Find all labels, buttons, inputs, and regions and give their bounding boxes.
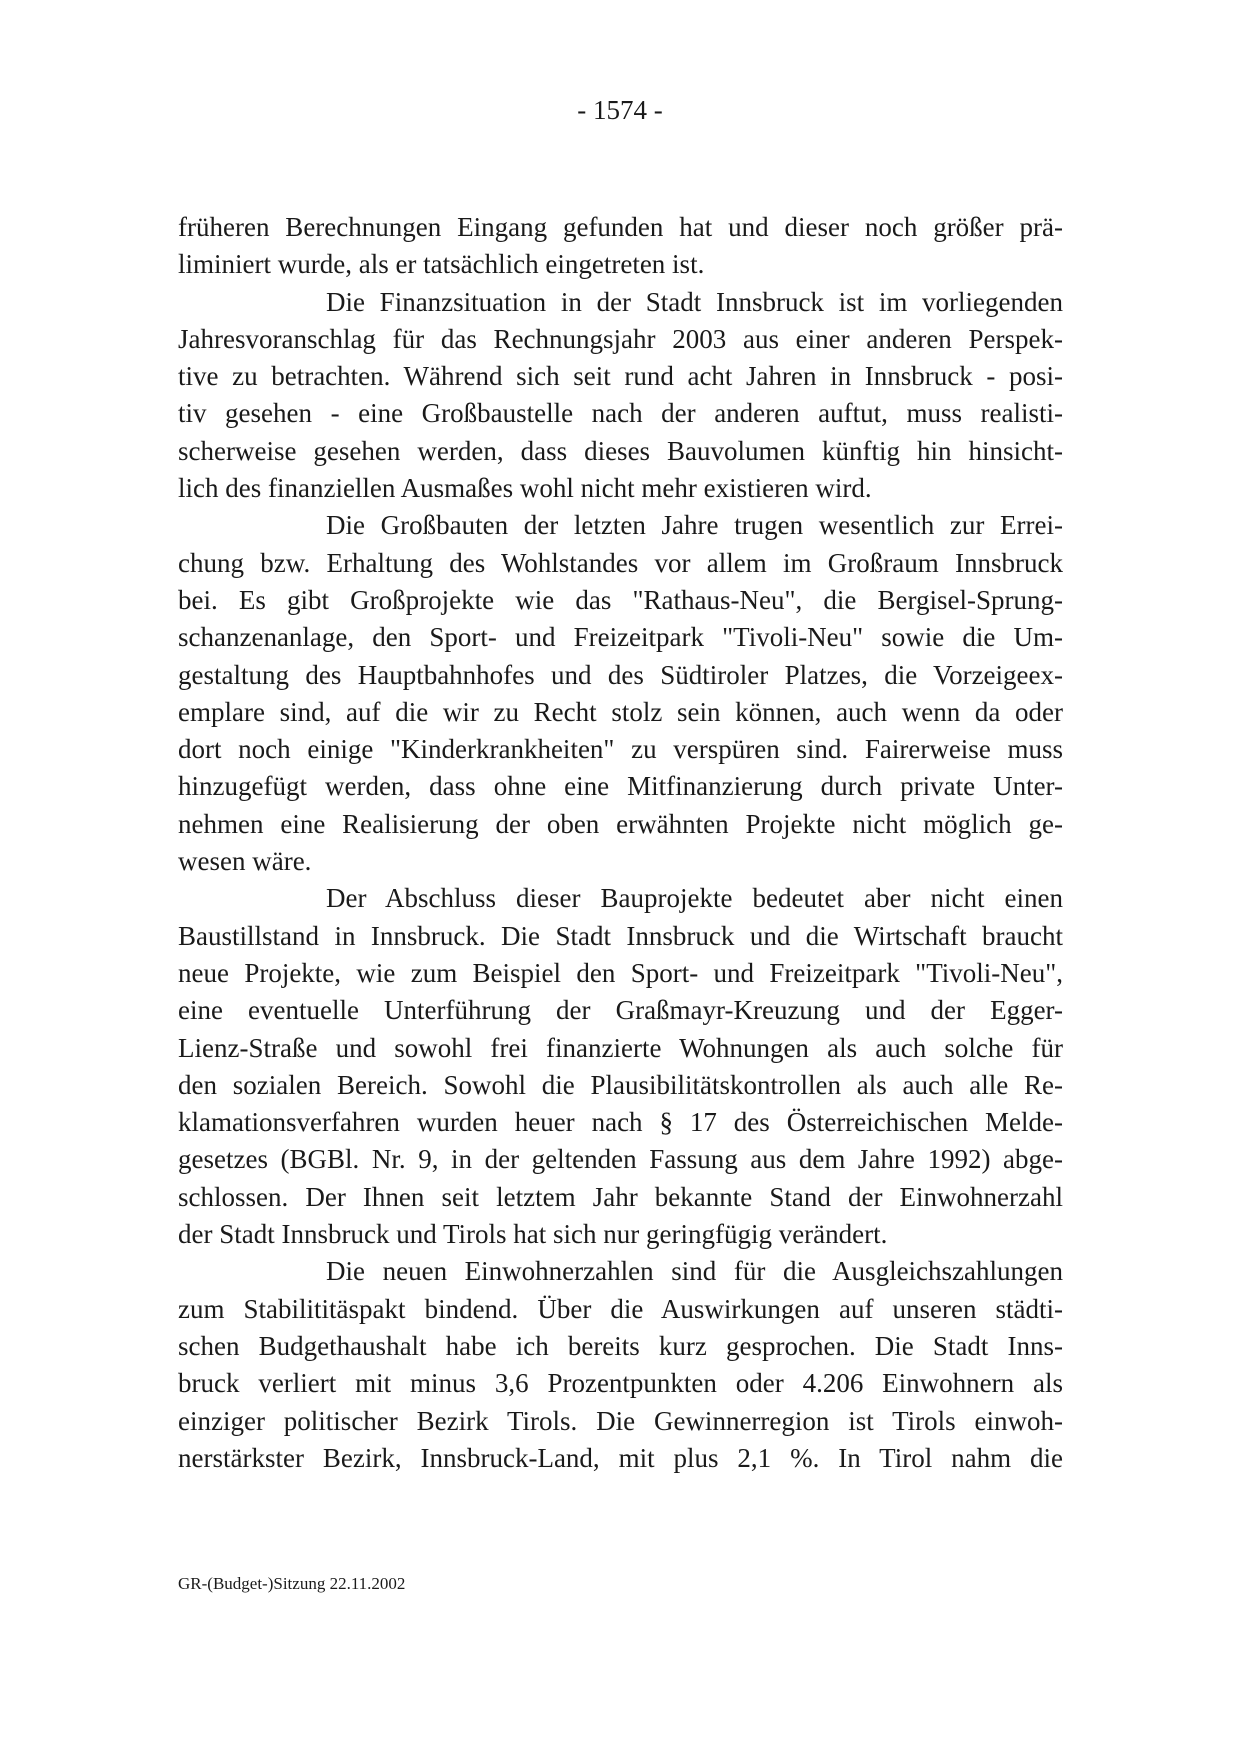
text-line: liminiert wurde, als er tatsächlich eingetreten ist.	[178, 249, 705, 280]
text-line: Die neuen Einwohnerzahlen sind für die Ausgleichszahlungen	[326, 1256, 1063, 1287]
text-line: Die Großbauten der letzten Jahre trugen wesentlich zur Errei-	[326, 510, 1063, 541]
text-line: dort noch einige "Kinderkrankheiten" zu verspüren sind. Fairerweise muss	[178, 734, 1063, 765]
text-line: chung bzw. Erhaltung des Wohlstandes vor allem im Großraum Innsbruck	[178, 547, 1063, 578]
text-line: neue Projekte, wie zum Beispiel den Sport- und Freizeitpark "Tivoli-Neu",	[178, 957, 1063, 988]
text-line: eine eventuelle Unterführung der Graßmayr-Kreuzung und der Egger-	[178, 995, 1063, 1026]
text-line: Jahresvoranschlag für das Rechnungsjahr 2003 aus einer anderen Perspek-	[178, 323, 1063, 354]
text-line: den sozialen Bereich. Sowohl die Plausibilitätskontrollen als auch alle Re-	[178, 1069, 1063, 1100]
text-line: einziger politischer Bezirk Tirols. Die Gewinnerregion ist Tirols einwoh-	[178, 1405, 1063, 1436]
text-line: scherweise gesehen werden, dass dieses Bauvolumen künftig hin hinsicht-	[178, 435, 1063, 466]
text-line: der Stadt Innsbruck und Tirols hat sich nur geringfügig verändert.	[178, 1219, 888, 1250]
text-line: emplare sind, auf die wir zu Recht stolz sein können, auch wenn da oder	[178, 696, 1063, 727]
text-line: lich des finanziellen Ausmaßes wohl nicht mehr existieren wird.	[178, 473, 872, 504]
text-line: tive zu betrachten. Während sich seit rund acht Jahren in Innsbruck - posi-	[178, 361, 1063, 392]
text-line: schen Budgethaushalt habe ich bereits kurz gesprochen. Die Stadt Inns-	[178, 1330, 1063, 1361]
text-line: schanzenanlage, den Sport- und Freizeitpark "Tivoli-Neu" sowie die Um-	[178, 622, 1063, 653]
text-line: schlossen. Der Ihnen seit letztem Jahr bekannte Stand der Einwohnerzahl	[178, 1181, 1063, 1212]
text-line: Lienz-Straße und sowohl frei finanzierte Wohnungen als auch solche für	[178, 1032, 1063, 1063]
text-line: nehmen eine Realisierung der oben erwähnten Projekte nicht möglich ge-	[178, 808, 1063, 839]
text-line: gestaltung des Hauptbahnhofes und des Südtiroler Platzes, die Vorzeigeex-	[178, 659, 1063, 690]
text-line: hinzugefügt werden, dass ohne eine Mitfinanzierung durch private Unter-	[178, 771, 1063, 802]
text-line: Baustillstand in Innsbruck. Die Stadt Innsbruck und die Wirtschaft braucht	[178, 920, 1063, 951]
text-line: Der Abschluss dieser Bauprojekte bedeutet aber nicht einen	[326, 883, 1063, 914]
text-line: Die Finanzsituation in der Stadt Innsbruck ist im vorliegenden	[326, 286, 1063, 317]
text-line: klamationsverfahren wurden heuer nach § 17 des Österreichischen Melde-	[178, 1107, 1063, 1138]
page-number: - 1574 -	[577, 95, 663, 125]
text-line: tiv gesehen - eine Großbaustelle nach der anderen auftut, muss realisti-	[178, 398, 1063, 429]
text-line: bei. Es gibt Großprojekte wie das "Rathaus-Neu", die Bergisel-Sprung-	[178, 584, 1063, 615]
text-line: bruck verliert mit minus 3,6 Prozentpunkten oder 4.206 Einwohnern als	[178, 1368, 1063, 1399]
text-line: gesetzes (BGBl. Nr. 9, in der geltenden Fassung aus dem Jahre 1992) abge-	[178, 1144, 1063, 1175]
footer: GR-(Budget-)Sitzung 22.11.2002	[178, 1574, 406, 1593]
text-line: nerstärkster Bezirk, Innsbruck-Land, mit plus 2,1 %. In Tirol nahm die	[178, 1442, 1063, 1473]
body-text	[178, 209, 1063, 1477]
text-line: zum Stabilititäspakt bindend. Über die Auswirkungen auf unseren städti-	[178, 1293, 1063, 1324]
text-line: früheren Berechnungen Eingang gefunden hat und dieser noch größer prä-	[178, 212, 1063, 242]
text-line: wesen wäre.	[178, 846, 312, 877]
